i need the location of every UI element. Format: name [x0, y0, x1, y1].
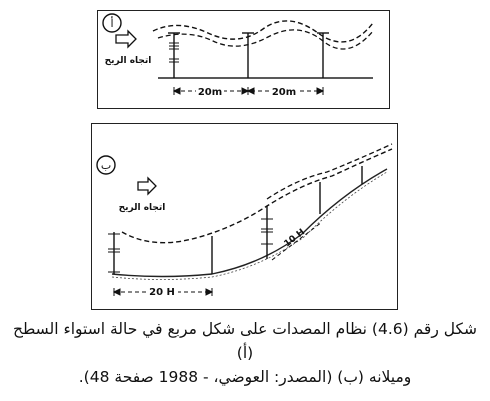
wind-arrow-icon: [138, 178, 156, 194]
figure-b-windbreaks: [114, 166, 362, 274]
figure-b-dim-slope: 10 H: [282, 227, 307, 250]
figure-a-windbreaks: [168, 33, 329, 78]
figure-a-dim-right: 20m: [271, 87, 297, 98]
figure-b-dim-bottom: 20 H: [149, 287, 175, 298]
figure-b-airflow-lower: [267, 144, 392, 199]
figure-a-wind-label: اتجاه الريح: [104, 56, 152, 66]
figure-b-ground-line: [112, 169, 387, 277]
figure-a-diagram: [98, 11, 391, 110]
caption-line-1: شكل رقم (4.6) نظام المصدات على شكل مربع في حالة استواء السطح (أ): [12, 320, 478, 362]
figure-a-badge: أ: [110, 17, 114, 30]
figure-a-airflow-lower: [158, 30, 373, 49]
caption-line-2: وميلانه (ب) (المصدر: العوضي، - 1988 صفحة 48).: [78, 368, 412, 386]
wind-arrow-icon: [116, 31, 136, 47]
figure-b-panel: [91, 123, 398, 310]
figure-a-panel: [97, 10, 390, 109]
figure-b-diagram: [92, 124, 399, 311]
figure-b-badge: ب: [100, 159, 112, 172]
figure-b-wind-label: اتجاه الريح: [118, 203, 166, 213]
figure-a-dim-left: 20m: [197, 87, 223, 98]
figure-caption: [10, 317, 480, 389]
